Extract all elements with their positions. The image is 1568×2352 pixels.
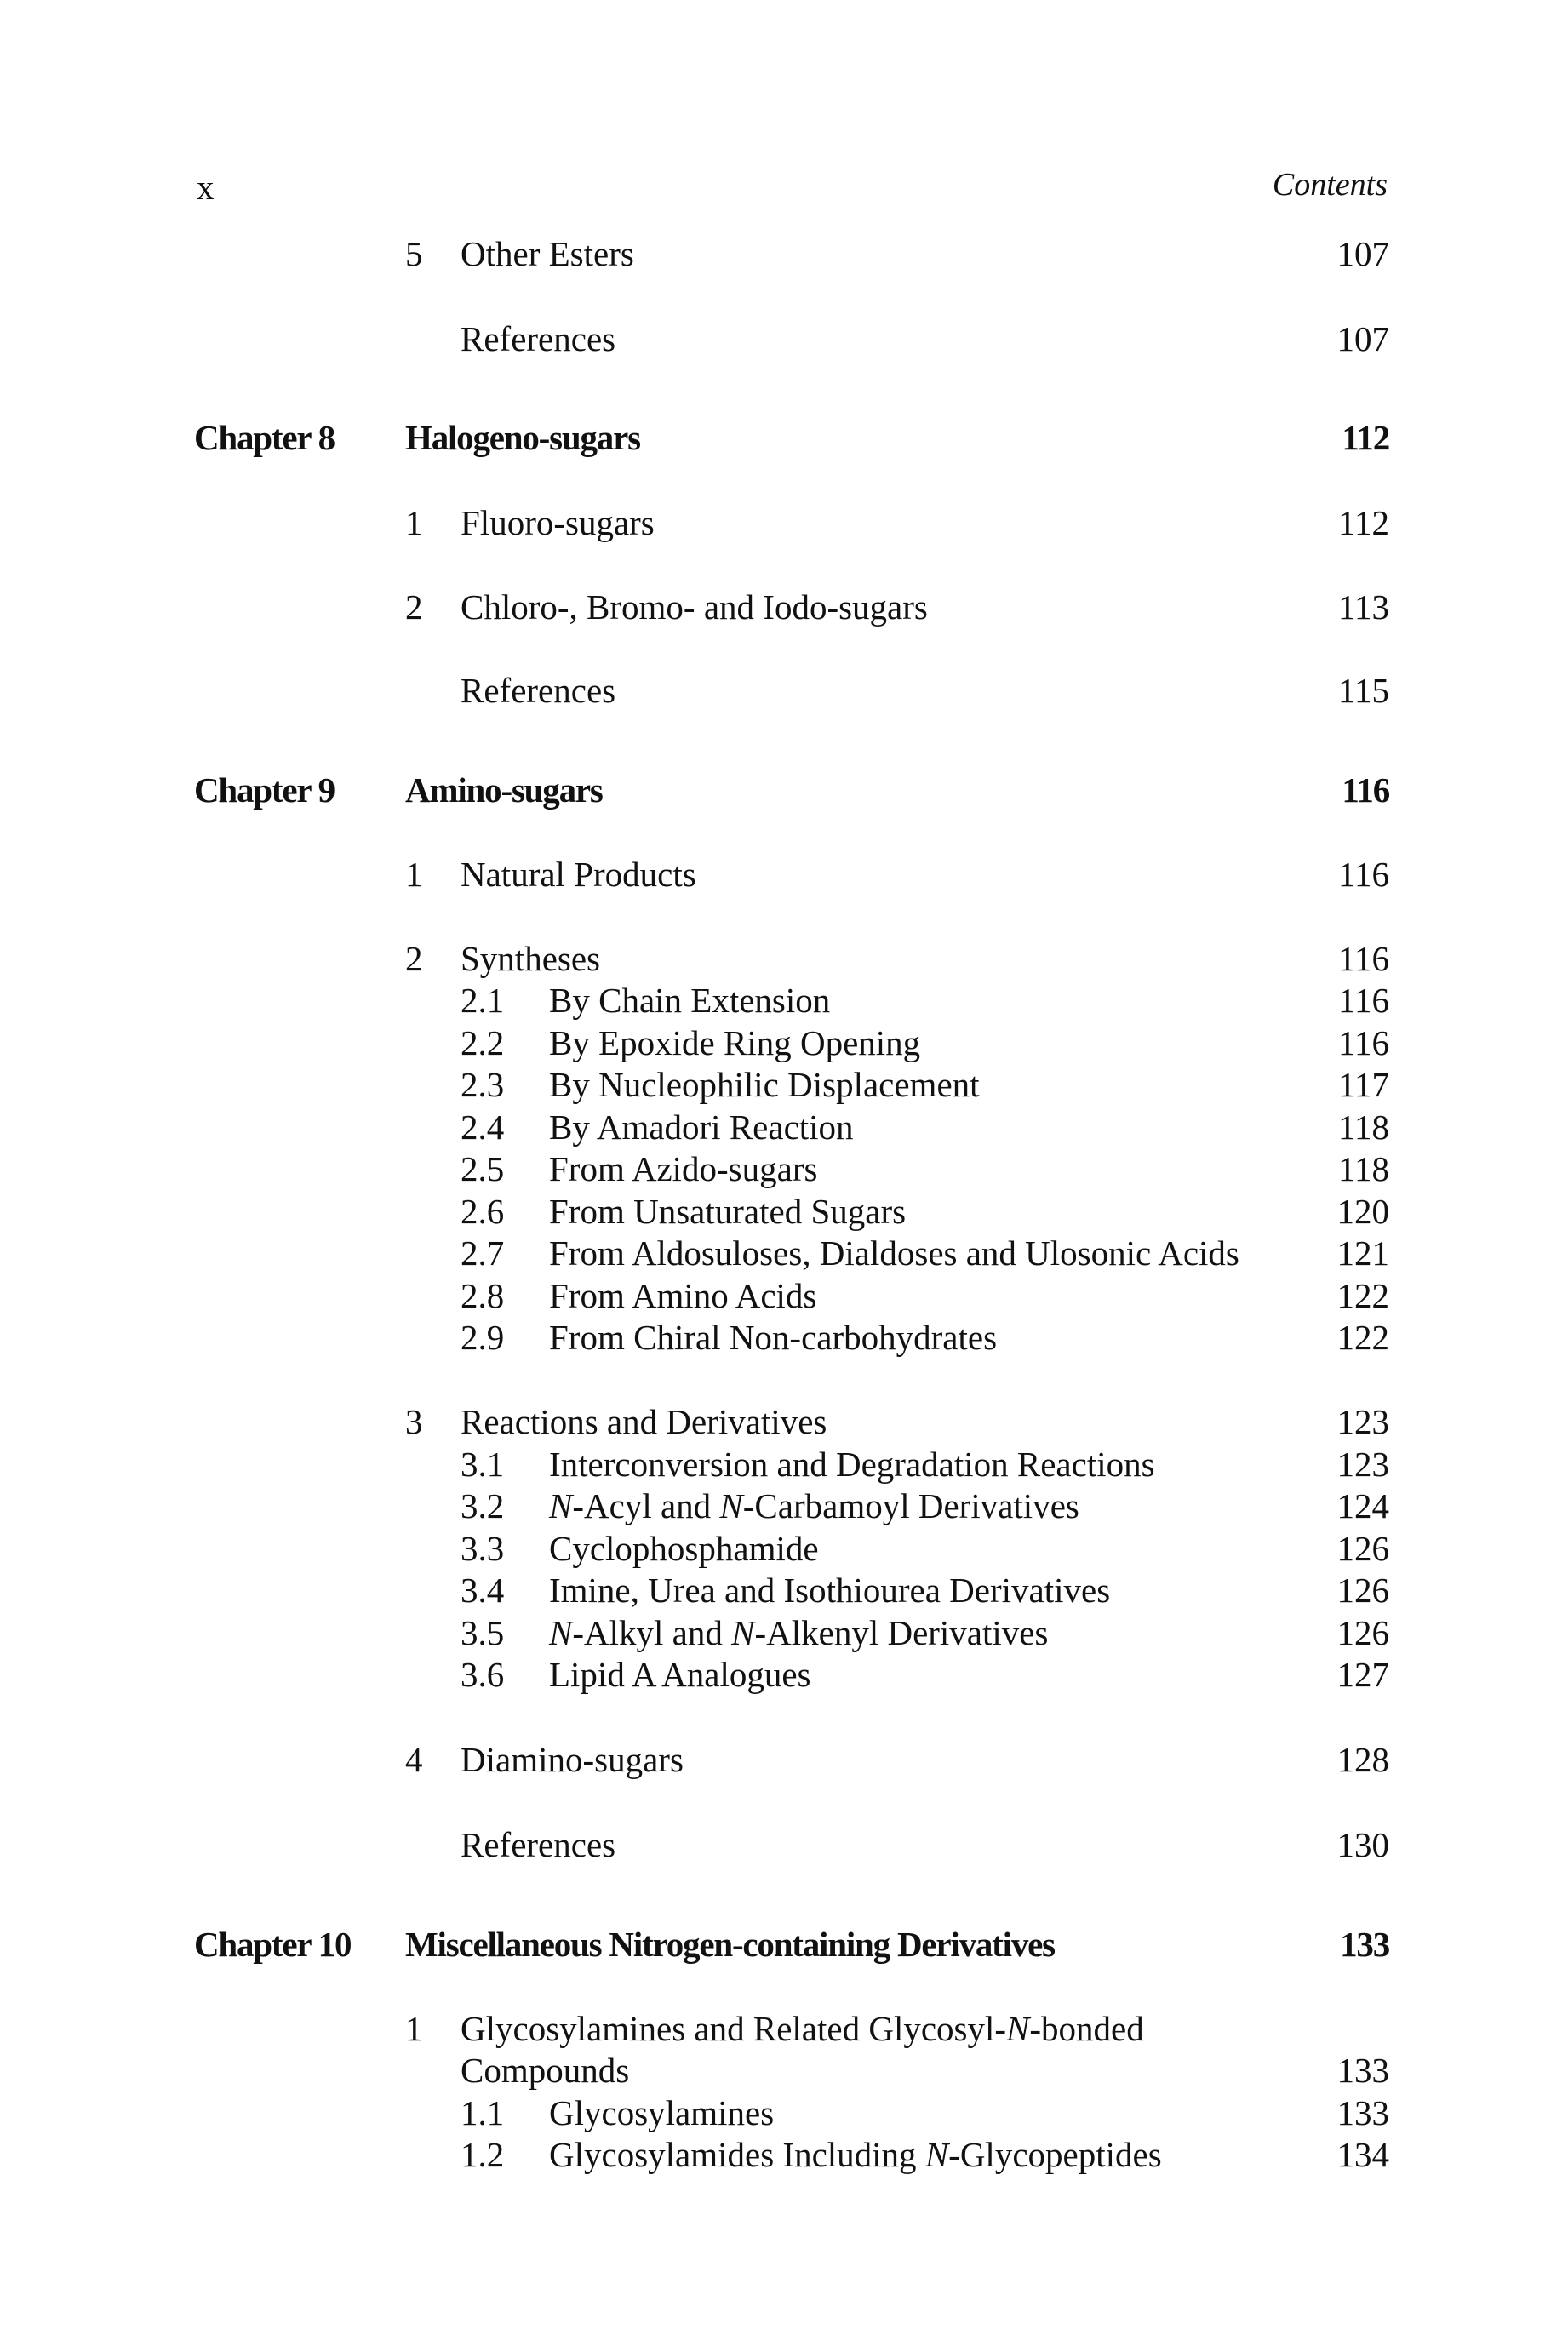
subsection-number: 1.1	[461, 2093, 505, 2132]
chapter-page-number: 133	[1340, 1925, 1389, 1964]
subsection-title: Imine, Urea and Isothiourea Derivatives	[549, 1571, 1111, 1610]
subsection-title: Glycosylamines	[549, 2093, 775, 2132]
subsection-title: N-Acyl and N-Carbamoyl Derivatives	[549, 1486, 1079, 1525]
section-page-number: 116	[1338, 939, 1389, 978]
chapter-label: Chapter 8	[194, 418, 335, 457]
subsection-number: 3.3	[461, 1529, 505, 1568]
subsection-page-number: 117	[1338, 1065, 1389, 1104]
section-page-number: 133	[1336, 2051, 1389, 2090]
subsection-page-number: 121	[1336, 1233, 1389, 1273]
subsection-number: 2.8	[461, 1276, 505, 1315]
section-title: Glycosylamines and Related Glycosyl-N-bonded	[461, 2009, 1144, 2048]
section-title: Other Esters	[461, 234, 634, 273]
chapter-title: Halogeno-sugars	[405, 418, 640, 457]
section-title-continued: Compounds	[461, 2051, 630, 2090]
chapter-title: Amino-sugars	[405, 770, 603, 810]
subsection-number: 2.9	[461, 1318, 505, 1357]
chapter-page-number: 112	[1342, 418, 1389, 457]
subsection-number: 2.1	[461, 981, 505, 1020]
subsection-title: From Unsaturated Sugars	[549, 1192, 907, 1231]
subsection-page-number: 123	[1336, 1445, 1389, 1484]
subsection-title: Lipid A Analogues	[549, 1655, 811, 1694]
section-page-number: 128	[1336, 1740, 1389, 1779]
section-title: Syntheses	[461, 939, 600, 978]
subsection-number: 2.4	[461, 1107, 505, 1147]
subsection-number: 1.2	[461, 2135, 505, 2174]
section-page-number: 116	[1338, 855, 1389, 894]
section-number: 2	[405, 939, 423, 978]
references-page-number: 115	[1338, 671, 1389, 710]
subsection-number: 2.2	[461, 1023, 505, 1062]
subsection-page-number: 116	[1338, 981, 1389, 1020]
subsection-number: 2.3	[461, 1065, 505, 1104]
subsection-page-number: 120	[1336, 1192, 1389, 1231]
subsection-title: Glycosylamides Including N-Glycopeptides	[549, 2135, 1162, 2174]
subsection-title: By Nucleophilic Displacement	[549, 1065, 980, 1104]
subsection-page-number: 126	[1336, 1571, 1389, 1610]
subsection-number: 2.7	[461, 1233, 505, 1273]
subsection-page-number: 126	[1336, 1529, 1389, 1568]
subsection-number: 2.5	[461, 1149, 505, 1188]
chapter-page-number: 116	[1342, 770, 1389, 810]
subsection-title: N-Alkyl and N-Alkenyl Derivatives	[549, 1613, 1049, 1652]
subsection-title: From Azido-sugars	[549, 1149, 818, 1188]
subsection-page-number: 127	[1336, 1655, 1389, 1694]
references-entry: References	[461, 319, 616, 358]
subsection-number: 3.6	[461, 1655, 505, 1694]
chapter-title: Miscellaneous Nitrogen-containing Derivatives	[405, 1925, 1055, 1964]
section-title: Natural Products	[461, 855, 696, 894]
section-number: 3	[405, 1402, 423, 1441]
subsection-page-number: 122	[1336, 1276, 1389, 1315]
section-page-number: 113	[1338, 587, 1389, 627]
subsection-number: 3.4	[461, 1571, 505, 1610]
subsection-title: Interconversion and Degradation Reactions	[549, 1445, 1155, 1484]
running-title: Contents	[1272, 167, 1388, 203]
section-number: 4	[405, 1740, 423, 1779]
section-number: 1	[405, 2009, 423, 2048]
subsection-title: By Epoxide Ring Opening	[549, 1023, 921, 1062]
subsection-title: By Chain Extension	[549, 981, 831, 1020]
subsection-number: 3.1	[461, 1445, 505, 1484]
subsection-title: By Amadori Reaction	[549, 1107, 854, 1147]
section-title: Reactions and Derivatives	[461, 1402, 827, 1441]
subsection-page-number: 134	[1336, 2135, 1389, 2174]
section-title: Diamino-sugars	[461, 1740, 684, 1779]
section-page-number: 107	[1336, 234, 1389, 273]
subsection-page-number: 126	[1336, 1613, 1389, 1652]
subsection-page-number: 116	[1338, 1023, 1389, 1062]
subsection-number: 2.6	[461, 1192, 505, 1231]
subsection-title: From Amino Acids	[549, 1276, 817, 1315]
section-title: Chloro-, Bromo- and Iodo-sugars	[461, 587, 928, 627]
subsection-page-number: 118	[1338, 1107, 1389, 1147]
page-number: x	[197, 168, 215, 207]
section-page-number: 123	[1336, 1402, 1389, 1441]
section-number: 1	[405, 855, 423, 894]
subsection-page-number: 124	[1336, 1486, 1389, 1525]
subsection-number: 3.5	[461, 1613, 505, 1652]
references-page-number: 107	[1336, 319, 1389, 358]
subsection-number: 3.2	[461, 1486, 505, 1525]
chapter-label: Chapter 9	[194, 770, 335, 810]
subsection-title: From Chiral Non-carbohydrates	[549, 1318, 998, 1357]
section-title: Fluoro-sugars	[461, 503, 655, 542]
references-entry: References	[461, 671, 616, 710]
section-number: 2	[405, 587, 423, 627]
chapter-label: Chapter 10	[194, 1925, 352, 1964]
section-number: 5	[405, 234, 423, 273]
references-page-number: 130	[1336, 1825, 1389, 1864]
references-entry: References	[461, 1825, 616, 1864]
subsection-page-number: 133	[1336, 2093, 1389, 2132]
subsection-title: Cyclophosphamide	[549, 1529, 819, 1568]
subsection-page-number: 122	[1336, 1318, 1389, 1357]
section-number: 1	[405, 503, 423, 542]
subsection-page-number: 118	[1338, 1149, 1389, 1188]
subsection-title: From Aldosuloses, Dialdoses and Ulosonic Acids	[549, 1233, 1239, 1273]
section-page-number: 112	[1338, 503, 1389, 542]
